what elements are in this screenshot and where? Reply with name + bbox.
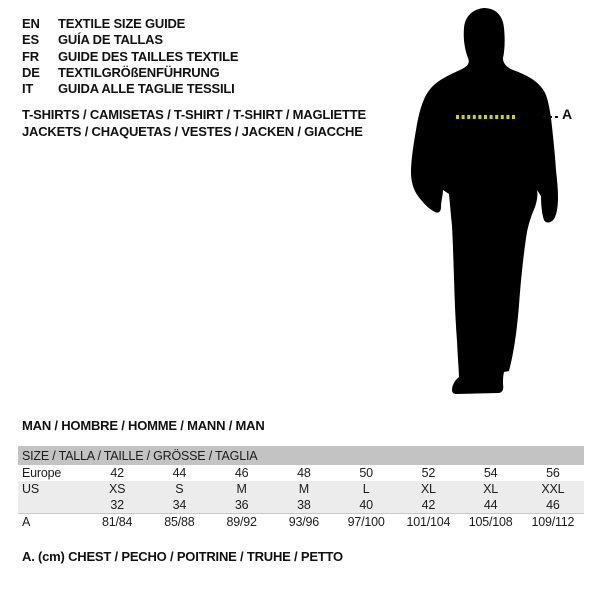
table-cell: 50 (335, 465, 397, 481)
measure-footnote: A. (cm) CHEST / PECHO / POITRINE / TRUHE / PETTO (22, 549, 343, 564)
table-cell: XXL (522, 481, 584, 497)
language-code: IT (22, 81, 34, 97)
language-label: TEXTILE SIZE GUIDE (58, 16, 186, 31)
table-cell: L (335, 481, 397, 497)
table-cell: 48 (273, 465, 335, 481)
category-lines (22, 107, 366, 140)
size-table (18, 446, 584, 530)
table-cell: 93/96 (273, 514, 335, 531)
table-cell: 38 (273, 497, 335, 514)
row-label: A (18, 514, 86, 531)
man-silhouette-figure (400, 0, 600, 400)
language-label: GUIDE DES TAILLES TEXTILE (58, 48, 239, 64)
table-cell: S (148, 481, 210, 497)
man-silhouette-icon (411, 8, 558, 394)
language-row-fr (22, 49, 238, 65)
language-row-it (22, 81, 238, 97)
language-row-es (22, 32, 238, 48)
language-label: GUÍA DE TALLAS (58, 32, 163, 48)
table-cell: 52 (397, 465, 459, 481)
row-label: US (18, 481, 86, 497)
table-cell: 89/92 (211, 514, 273, 531)
table-cell: 81/84 (86, 514, 148, 531)
section-title-man: MAN / HOMBRE / HOMME / MANN / MAN (22, 418, 265, 433)
table-row-europe (18, 465, 584, 481)
size-table-header-row (18, 446, 584, 465)
table-cell: 97/100 (335, 514, 397, 531)
table-cell: 54 (460, 465, 522, 481)
table-cell: M (273, 481, 335, 497)
table-cell: 32 (86, 497, 148, 514)
table-cell: 36 (211, 497, 273, 514)
size-table-header: SIZE / TALLA / TAILLE / GRÖSSE / TAGLIA (18, 446, 584, 465)
row-label (18, 497, 86, 514)
table-cell: 44 (460, 497, 522, 514)
table-cell: XL (397, 481, 459, 497)
table-cell: 44 (148, 465, 210, 481)
category-line-tshirts: T-SHIRTS / CAMISETAS / T-SHIRT / T-SHIRT / MAGLIETTE (22, 107, 366, 122)
table-row-chest-cm (18, 514, 584, 531)
table-row-us-numeric (18, 497, 584, 514)
language-row-de (22, 65, 238, 81)
language-code: ES (22, 32, 39, 48)
category-line-jackets: JACKETS / CHAQUETAS / VESTES / JACKEN / GIACCHE (22, 123, 363, 139)
table-cell: 101/104 (397, 514, 459, 531)
table-cell: 109/112 (522, 514, 584, 531)
table-cell: XL (460, 481, 522, 497)
table-cell: 34 (148, 497, 210, 514)
table-cell: M (211, 481, 273, 497)
table-cell: 46 (211, 465, 273, 481)
language-code: EN (22, 16, 40, 31)
table-cell: 46 (522, 497, 584, 514)
table-cell: 85/88 (148, 514, 210, 531)
table-cell: 42 (86, 465, 148, 481)
language-code: FR (22, 48, 39, 64)
table-cell: 56 (522, 465, 584, 481)
table-cell: 105/108 (460, 514, 522, 531)
table-row-us (18, 481, 584, 497)
language-label: GUIDA ALLE TAGLIE TESSILI (58, 81, 235, 97)
table-cell: XS (86, 481, 148, 497)
table-cell: 40 (335, 497, 397, 514)
language-code: DE (22, 64, 40, 80)
measure-label-a: A (562, 106, 572, 122)
language-label: TEXTILGRÖßENFÜHRUNG (58, 64, 220, 80)
table-cell: 42 (397, 497, 459, 514)
language-list (22, 16, 238, 97)
language-row-en (22, 16, 238, 32)
row-label: Europe (18, 465, 86, 481)
